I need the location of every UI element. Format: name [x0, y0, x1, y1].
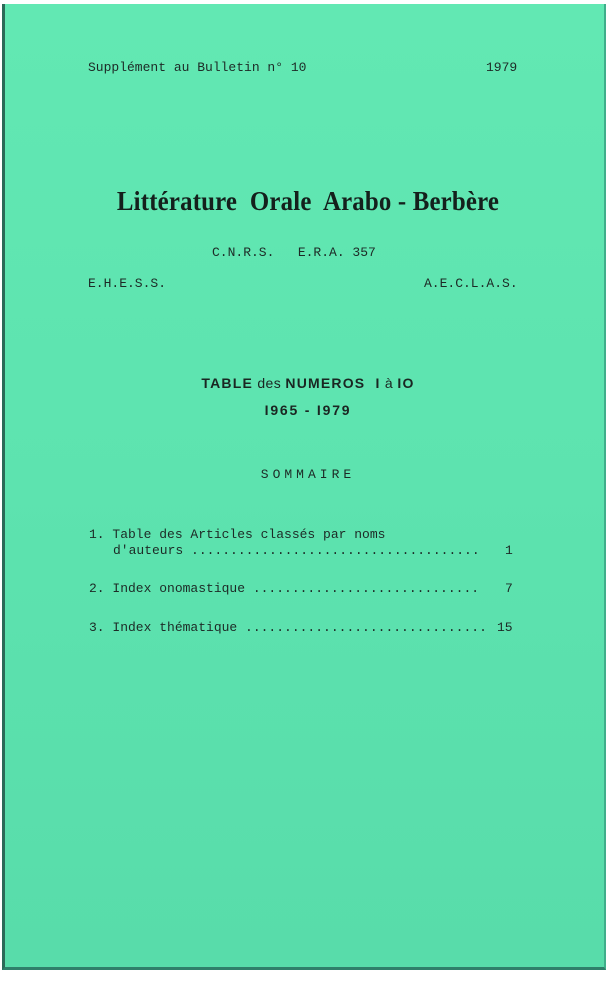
sommaire-heading: SOMMAIRE	[260, 467, 356, 482]
table-heading-des: des	[253, 375, 286, 391]
cnrs-affiliation: C.N.R.S. E.R.A. 357	[212, 245, 376, 260]
toc-item-2: 2. Index onomastique .............................	[89, 581, 480, 596]
toc-item-1-page: 1	[505, 543, 513, 558]
table-heading	[0, 375, 616, 391]
page-title: Littérature Orale Arabo - Berbère	[116, 186, 500, 216]
toc-item-2-page: 7	[505, 581, 513, 596]
table-heading-ten: IO	[397, 375, 415, 391]
table-heading-prefix: TABLE	[201, 375, 254, 391]
ehess-affiliation: E.H.E.S.S.	[88, 276, 167, 291]
year-label: 1979	[486, 60, 518, 75]
years-range: I965 - I979	[264, 402, 352, 418]
aeclas-affiliation: A.E.C.L.A.S.	[424, 276, 518, 291]
toc-item-3: 3. Index thématique ...............................	[89, 620, 487, 635]
toc-item-3-page: 15	[497, 620, 513, 635]
toc-item-1-line-1: 1. Table des Articles classés par noms	[89, 527, 386, 542]
table-heading-numeros: NUMEROS I	[285, 375, 381, 391]
table-heading-a: à	[380, 375, 398, 391]
supplement-label: Supplément au Bulletin n° 10	[88, 60, 307, 75]
cover-page	[2, 4, 606, 970]
toc-item-1-line-2: d'auteurs .....................................	[113, 543, 480, 558]
